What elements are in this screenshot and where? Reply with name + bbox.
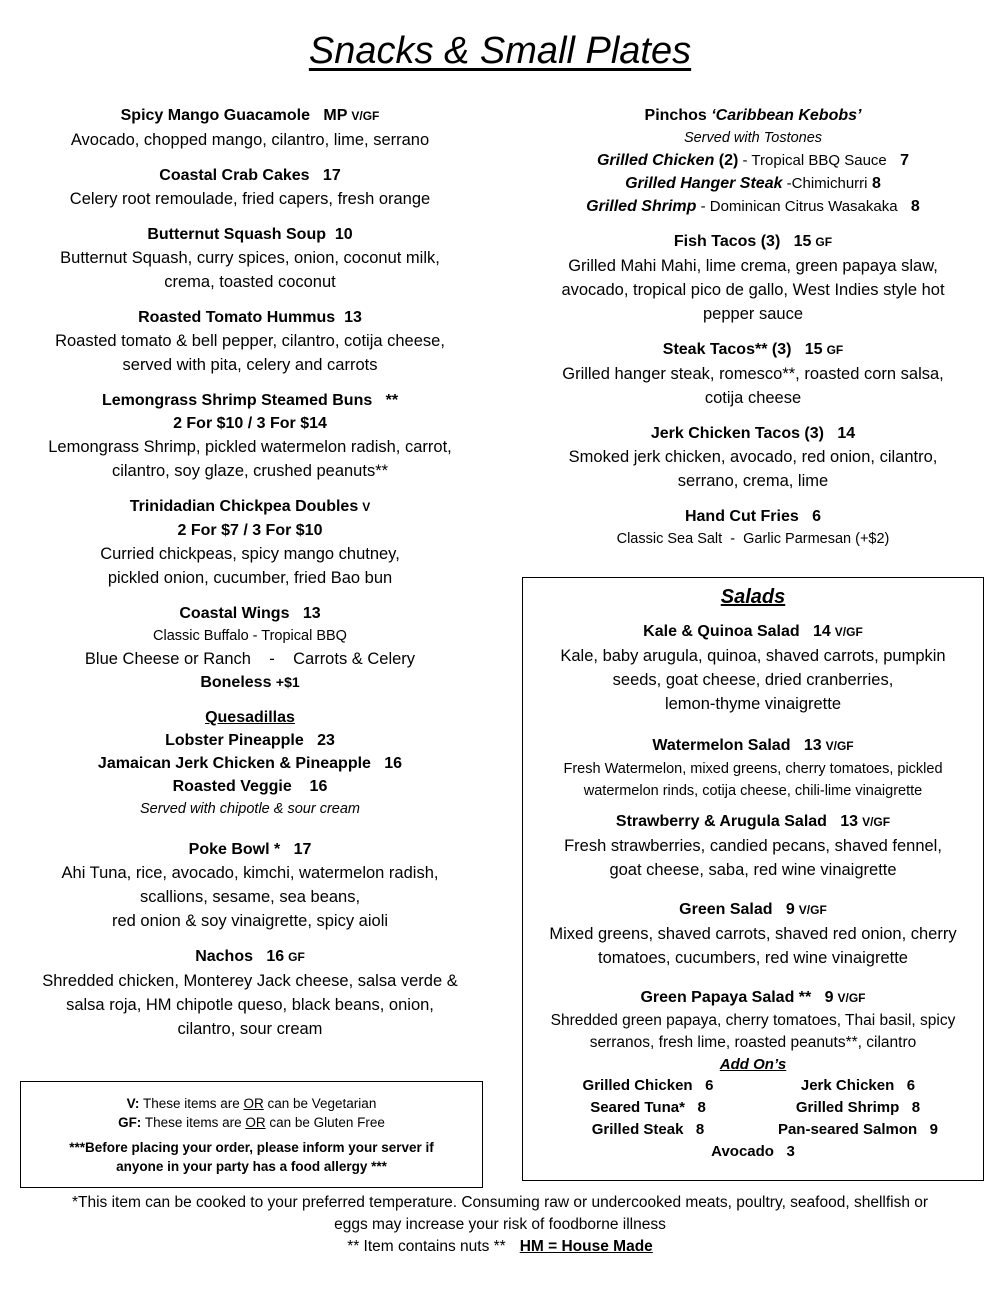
item-name: Trinidadian Chickpea Doubles [129,498,359,515]
quesadilla-item: Lobster Pineapple 23 [165,732,335,749]
menu-item-poke-bowl [20,838,480,933]
allergy-warning: anyone in your party has a food allergy *** [116,1159,387,1174]
menu-item-crab-cakes [20,164,480,211]
pincho-desc: - Tropical BBQ Sauce [738,152,887,169]
pincho-price: 8 [910,198,920,215]
item-name: Steak Tacos** (3) [662,341,792,358]
pincho-price: 8 [871,175,881,192]
salad-strawberry-arugula [523,810,983,882]
dietary-tag: V/GF [862,815,891,829]
addon-item: Grilled Steak 8 [591,1121,705,1138]
item-name: Pinchos [644,107,707,124]
item-price: 13 [344,309,362,326]
item-description: served with pita, celery and carrots [122,356,378,374]
item-price: 17 [322,167,341,184]
item-price: 16 [266,948,285,965]
item-description: watermelon rinds, cotija cheese, chili-lime vinaigrette [583,783,923,799]
menu-item-nachos [20,945,480,1041]
menu-item-guacamole [20,104,480,152]
menu-item-steak-tacos [522,338,984,410]
item-name: Butternut Squash Soup [147,226,326,243]
legend-key: GF: [118,1115,142,1130]
item-description: Curried chickpeas, spicy mango chutney, [100,545,400,563]
addons-title: Add On’s [719,1056,787,1073]
item-price: 14 [813,623,831,640]
item-description: Kale, baby arugula, quinoa, shaved carrots, pumpkin [560,647,946,665]
addon-item: Pan-seared Salmon 9 [777,1121,939,1138]
dietary-tag: GF [288,950,305,964]
menu-item-fries [522,505,984,550]
item-description: Grilled hanger steak, romesco**, roasted corn salsa, [562,365,944,383]
salad-green [523,898,983,970]
item-description: Mixed greens, shaved carrots, shaved red onion, cherry [549,925,957,943]
item-description: cilantro, soy glaze, crushed peanuts** [111,462,389,480]
page-title: Snacks & Small Plates [308,30,692,72]
addon-item: Grilled Chicken 6 [582,1077,714,1094]
item-price: 6 [812,508,822,525]
salads-box [522,577,984,1181]
boneless-label: Boneless [200,674,272,691]
quesadilla-item: Jamaican Jerk Chicken & Pineapple 16 [97,755,403,772]
item-name: Watermelon Salad [652,737,791,754]
dietary-tag: V [362,500,371,514]
item-price: 15 [793,233,812,250]
menu-item-steamed-buns [20,389,480,483]
item-description: serranos, fresh lime, roasted peanuts**, cilantro [589,1034,917,1051]
item-description: Smoked jerk chicken, avocado, red onion, cilantro, [568,448,938,466]
item-name: Poke Bowl * [188,841,281,858]
legend-vegetarian [21,1094,482,1113]
dietary-tag: V/GF [834,625,863,639]
item-description: crema, toasted coconut [164,273,336,291]
item-description: Celery root remoulade, fried capers, fresh orange [69,190,431,208]
item-name: Green Salad [679,901,773,918]
addon-item: Avocado 3 [711,1143,795,1160]
dietary-tag: V/GF [837,991,866,1005]
item-name: Nachos [195,948,253,965]
addon-item: Seared Tuna* 8 [590,1099,706,1116]
item-description: pickled onion, cucumber, fried Bao bun [107,569,393,587]
item-name: Hand Cut Fries [684,508,799,525]
item-description: seeds, goat cheese, dried cranberries, [612,671,894,689]
menu-item-wings [20,602,480,694]
salad-watermelon [523,734,983,802]
allergy-warning: ***Before placing your order, please inform your server if [69,1140,434,1155]
menu-section-quesadillas [20,706,480,820]
item-price: 13 [302,605,321,622]
menu-item-hummus [20,306,480,377]
dietary-tag: GF [815,235,833,249]
item-price: 13 [803,737,822,754]
item-price: MP [323,107,348,124]
dietary-tag: V/GF [798,903,827,917]
dietary-tag: V/GF [351,109,380,123]
pincho-name: Grilled Chicken [596,152,715,169]
boneless-price: +$1 [275,674,300,690]
wing-sauces: Classic Buffalo - Tropical BBQ [153,628,347,644]
item-description: pepper sauce [703,305,803,323]
item-description: serrano, crema, lime [677,472,829,490]
pincho-desc: -Chimichurri [782,175,868,192]
legend-or: OR [243,1096,264,1111]
addon-item: Grilled Shrimp 8 [795,1099,921,1116]
item-description: scallions, sesame, sea beans, [139,888,361,906]
item-description: Grilled Mahi Mahi, lime crema, green papaya slaw, [568,257,938,275]
item-description: Shredded chicken, Monterey Jack cheese, salsa verde & [42,972,458,990]
dietary-tag: GF [826,343,844,357]
legend-text: These items are [141,1115,246,1130]
salads-title: Salads [720,586,786,608]
wing-dips: Blue Cheese or Ranch - Carrots & Celery [84,650,416,668]
item-name: Coastal Wings [179,605,290,622]
pincho-name: Grilled Hanger Steak [625,175,783,192]
item-price: 10 [334,226,353,243]
item-description: Avocado, chopped mango, cilantro, lime, serrano [70,131,430,149]
served-with: Served with Tostones [683,130,823,146]
nut-mark: ** [385,392,399,409]
item-price: 2 For $7 / 3 For $10 [177,522,323,539]
addons-list [543,1075,963,1163]
right-column [522,104,984,562]
salad-green-papaya [523,986,983,1054]
dietary-tag: V/GF [825,739,854,753]
menu-item-doubles [20,495,480,590]
legend-text: can be Vegetarian [263,1096,377,1111]
item-price: 15 [804,341,823,358]
menu-item-fish-tacos [522,230,984,326]
legend-text: can be Gluten Free [265,1115,385,1130]
raw-food-warning: eggs may increase your risk of foodborne illness [334,1216,666,1233]
pincho-price: 7 [900,152,910,169]
item-price: 13 [840,813,859,830]
legend-key: V: [126,1096,140,1111]
item-description: cotija cheese [704,389,802,407]
pincho-name: Grilled Shrimp [586,198,697,215]
item-price: 2 For $10 / 3 For $14 [173,415,327,432]
menu-item-squash-soup [20,223,480,294]
menu-item-pinchos [522,104,984,218]
item-description: goat cheese, saba, red wine vinaigrette [609,861,897,879]
item-subtitle: ‘Caribbean Kebobs’ [711,107,862,124]
item-description: tomatoes, cucumbers, red wine vinaigrette [598,949,908,967]
item-price: 17 [293,841,312,858]
footer-notes [0,1192,1000,1258]
item-name: Coastal Crab Cakes [159,167,310,184]
item-name: Strawberry & Arugula Salad [615,813,827,830]
item-name: Lemongrass Shrimp Steamed Buns [101,392,373,409]
salad-kale-quinoa [523,620,983,716]
item-description: Roasted tomato & bell pepper, cilantro, cotija cheese, [55,332,445,350]
item-description: Fresh Watermelon, mixed greens, cherry tomatoes, pickled [563,761,943,777]
item-description: Classic Sea Salt - Garlic Parmesan (+$2) [616,531,890,547]
legend-box [20,1081,483,1188]
item-description: Fresh strawberries, candied pecans, shaved fennel, [564,837,942,855]
legend-text: These items are [139,1096,244,1111]
item-price: 9 [785,901,795,918]
legend-gluten-free [21,1113,482,1132]
item-description: cilantro, sour cream [177,1020,323,1038]
item-name: Jerk Chicken Tacos (3) [650,425,824,442]
menu-item-jerk-tacos [522,422,984,493]
house-made-note: HM = House Made [519,1238,653,1255]
item-description: Ahi Tuna, rice, avocado, kimchi, watermelon radish, [61,864,439,882]
item-name: Green Papaya Salad ** [640,989,812,1006]
item-price: 14 [837,425,856,442]
pincho-desc: - Dominican Citrus Wasakaka [696,198,898,215]
nuts-note: ** Item contains nuts ** [347,1238,506,1255]
left-column [20,104,480,1053]
item-description: lemon-thyme vinaigrette [664,695,842,713]
item-description: red onion & soy vinaigrette, spicy aioli [111,912,389,930]
item-name: Kale & Quinoa Salad [643,623,800,640]
item-price: 9 [824,989,834,1006]
item-description: avocado, tropical pico de gallo, West Indies style hot [561,281,945,299]
item-description: Lemongrass Shrimp, pickled watermelon radish, carrot, [48,438,452,456]
item-name: Roasted Tomato Hummus [138,309,336,326]
section-title: Quesadillas [205,709,295,726]
pincho-qty: (2) [714,152,739,169]
quesadilla-note: Served with chipotle & sour cream [139,801,360,817]
item-name: Fish Tacos (3) [673,233,781,250]
item-description: Butternut Squash, curry spices, onion, coconut milk, [60,249,440,267]
item-name: Spicy Mango Guacamole [120,107,311,124]
quesadilla-item: Roasted Veggie 16 [172,778,328,795]
item-description: Shredded green papaya, cherry tomatoes, Thai basil, spicy [550,1012,956,1029]
item-description: salsa roja, HM chipotle queso, black beans, onion, [66,996,434,1014]
raw-food-warning: *This item can be cooked to your preferred temperature. Consuming raw or undercooked meats, poultry, seafood, shellfish or [71,1194,929,1211]
addon-item: Jerk Chicken 6 [800,1077,916,1094]
legend-or: OR [245,1115,266,1130]
